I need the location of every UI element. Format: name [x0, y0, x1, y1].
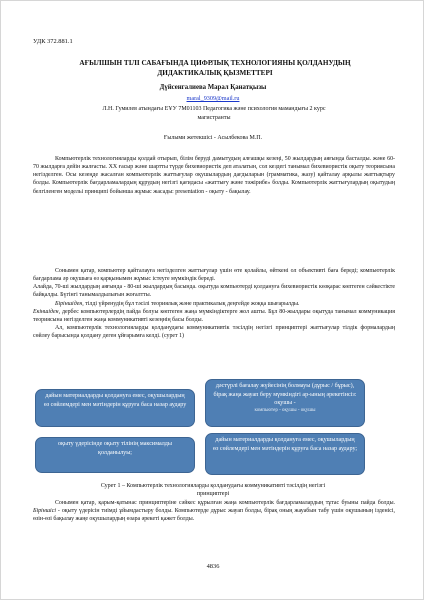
paragraph: Біріншіден, тілді үйренудің бұл тәсілі теориялық және практикалық деңгейде жоққа шығарылды.: [55, 300, 300, 307]
title-line-2: ДИДАКТИКАЛЫҚ ҚЫЗМЕТТЕРІ: [157, 69, 273, 77]
figure-box-2: оқыту үдерісінде оқыту тілінің максималды қолданылуы;: [35, 437, 195, 473]
figure-caption: [35, 482, 391, 499]
caption-line-2: принциптері: [196, 491, 230, 498]
figure-box-4: дайын материалдарды қолдануға емес, оқушылардың өз сөйлемдері мен мәтіндерін құруға баса назар аудару;: [205, 433, 365, 475]
affiliation-line-1: Л.Н. Гумилев атындағы ЕҰУ 7М01103 Педагогика және психология мамандығы 2 курс: [102, 106, 326, 112]
body-section-intro: [33, 155, 395, 196]
emphasis: Екіншіден,: [33, 308, 61, 315]
paragraph: Сонымен қатар, компьютер қайталауға негізделген жаттығулар үшін өте қолайлы, өйткені ол объективті баға береді; компьютерлік бағдарлама әр оқушыға өз қарқынымен жұмыс істеуге мүмкіндік береді.: [33, 268, 395, 283]
body-section-main: [33, 267, 395, 340]
author-name: Дүйсенгалиева Марал Қанатқызы: [159, 84, 267, 91]
figure-box-3-text: дәстүрлі бағалау жүйесінің болмауы (дұрыс / бұрыс), бірақ жаңа жауап беру мүмкіндігі ар-ының әрекетінсіз: оқушы -: [213, 383, 357, 407]
paragraph: Екіншіден, дербес компьютерлердің пайда болуы көптеген жаңа мүмкіндіктерге жол ашты. Бұл 80-жылдары оқытуда танымал коммуникация теориясына негізделген жаңа коммуникативті кезеңнің басы болды.: [33, 308, 395, 323]
author-email-link[interactable]: maral_9309@mail.ru: [186, 95, 240, 102]
body-section-closing: [33, 499, 395, 523]
emphasis: Біріншісі: [33, 508, 56, 515]
paragraph: Ал, компьютерлік технологияларды қолданудағы коммуникативтік тәсілдің негізгі принциптері жаттығулар тілдік формалардың сөйлеу барысында қолдану деген ұйғарымға келді. (сурет 1): [33, 325, 395, 340]
figure-box-3-cut-text: компьютер - оқушы - оқушы: [254, 407, 316, 413]
page-number: 4836: [206, 563, 220, 570]
title-line-1: АҒЫЛШЫН ТІЛІ САБАҒЫНДА ЦИФРЛЫҚ ТЕХНОЛОГИЯНЫ ҚОЛДАНУДЫҢ: [79, 59, 351, 67]
figure-box-1: дайын материалдарды қолдануға емес, оқушылардың өз сөйлемдері мен мәтіндерін құруға баса назар аудару: [35, 389, 195, 427]
emphasis: Біріншіден,: [55, 300, 84, 307]
article-title: [51, 58, 379, 78]
affiliation-line-2: магистранты: [197, 114, 231, 121]
paragraph: Сонымен қатар, қарым-қатынас принциптеріне сәйкес құрылған жаңа компьютерлік бағдарламалардың тұтас буыны пайда болды. Біріншісі - оқыту үдерісін тиімді ұйымдастыру болды. Компьютерде дұрыс жауап болды, бірақ оның жауабын табу үшін оқушының ізденісі, өзін-өзі бақылау жаңе оқушылардың өзара әрекеті қажет болды.: [33, 500, 395, 523]
udk-code: УДК 372.881.1: [33, 38, 73, 45]
figure-box-3: [205, 379, 365, 427]
paragraph: Алайда, 70-ші жылдардың аяғында - 80-ші жылдардың басында. оқытуда компьютерді қолдануға бихевиористік көзқарас көптеген сәйкестікте байқалды. Бүгінгі танымалдылығын жоғалтты.: [33, 284, 395, 299]
paragraph: Компьютерлік технологияларды қолдай отырып, білім беруді дамытудың алғашқы кезеңі, 50 жылдардың аяғында басталды. және 60-70 жылдарға дейін жалғасты. ХХ ғасыр және шартты түрде бихевиористік деп аталатын, сол кездегі танымал бихевиористік оқыту теориясына негізделген. Осы кезеңде жасалған компьютерлік жаттығулар оқушылардың дағдыларын (грамматика, жазу) қайталау арқылы жаттықтыру болды. Компьютерлік бағдарламалардың құрудың негізгі қағидасы «жаттығу және тәжірибе» болды. Компьютерлік жаттығулардың оқытудың белгіленген модельі принципі бойынша жұмыс жасады: presentation - оқыту - бақылау.: [33, 156, 395, 195]
caption-line-1: Сурет 1 – Компьютерлік технологияларды қолданудағы коммуникативті тәсілдің негізгі: [100, 483, 326, 489]
author-affiliation: [61, 105, 367, 122]
supervisor-line: Ғылыми жетекшісі - Асылбекова М.П.: [163, 135, 263, 141]
